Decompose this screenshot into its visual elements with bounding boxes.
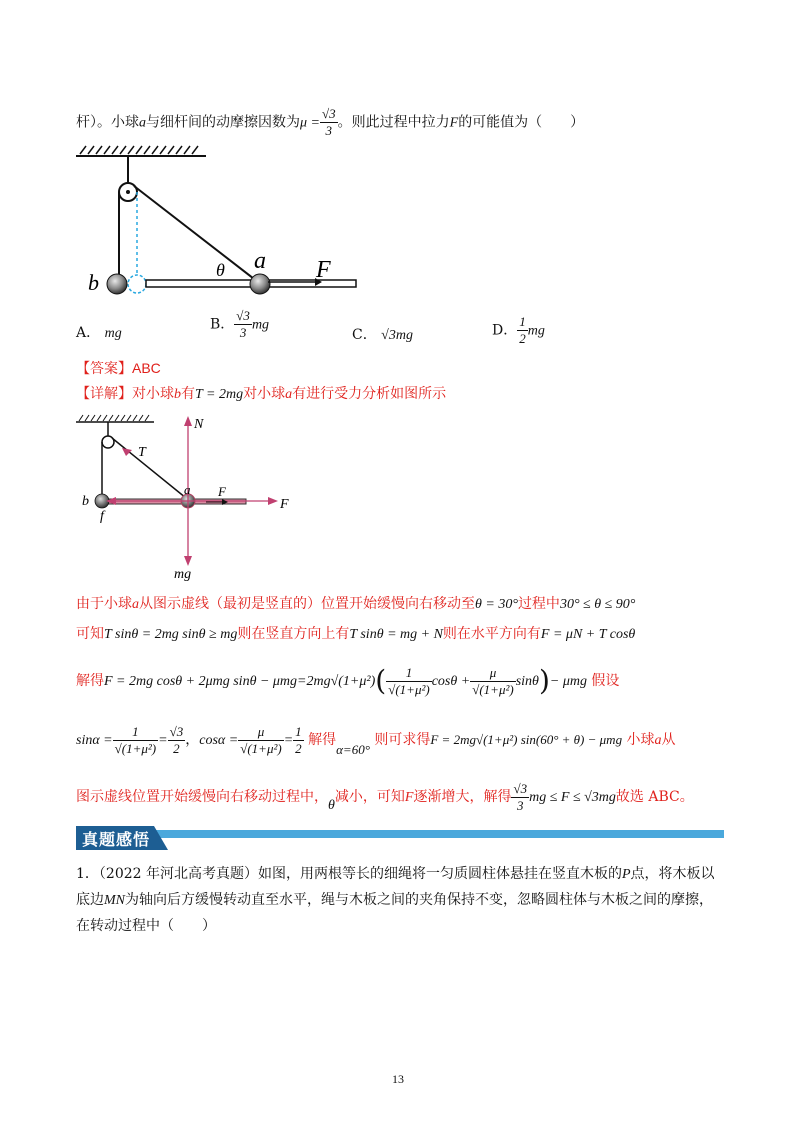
option-B[interactable]: B． $\frac{√3}{3}$ mg	[210, 308, 270, 340]
figure-pulley-rod	[70, 140, 370, 305]
label-a: a	[254, 248, 266, 274]
final-line: 图示虚线位置开始缓慢向右移动过程中，θ减小，可知F逐渐增大，解得 $\frac{√3}{3}$ mg ≤ F ≤ √3mg故选 ABC。	[76, 780, 694, 813]
label-F: F	[316, 257, 331, 283]
figure-force-diagram	[74, 412, 304, 584]
q1-line3: 在转动过程中（ ）	[76, 918, 216, 934]
solve-line: 解得F = 2mg cosθ + 2μmg sinθ − μmg=2mg√(1+μ²)( $\frac{1}{\text{√(1+μ²)}}$ cosθ + $\frac{\mu}{\text{√(1+μ²)}}$ sinθ)− μmg 假设	[76, 664, 620, 697]
label-theta: θ	[216, 260, 225, 280]
section-header	[76, 826, 724, 850]
answer-line: 【答案】ABC	[76, 360, 161, 377]
question-text: 杆）。小球a与细杆间的动摩擦因数为μ = $\frac{√3}{3}$ 。则此过程中拉力F的可能值为（ ）	[76, 106, 585, 138]
alpha-line: sinα = $\frac{1}{\text{√(1+μ²)}}$ = $\frac{√3}{2}$ ，cosα = $\frac{\mu}{\text{√(1+μ²)}}$ = $\frac{1}{2}$ 解得α=60° 则可求得F = 2mg√(1+μ²) sin(60° + θ) − μmg 小球a从	[76, 723, 676, 757]
know-line: 可知T sinθ = 2mg sinθ ≥ mg则在竖直方向上有T sinθ = mg + N则在水平方向有F = μN + T cosθ	[76, 626, 636, 642]
label-F-small: F	[218, 484, 226, 499]
label-b: b	[88, 270, 99, 295]
option-C[interactable]: C． √3mg	[352, 327, 413, 343]
move-line: 由于小球a从图示虚线（最初是竖直的）位置开始缓慢向右移动至θ = 30°过程中30° ≤ θ ≤ 90°	[76, 596, 636, 612]
mu-fraction: $\frac{√3}{3}$	[321, 106, 336, 138]
section-bar-graphic	[76, 826, 724, 850]
option-A[interactable]: A． mg	[76, 325, 122, 341]
q1-line2: 底边MN为轴向后方缓慢转动直至水平，绳与木板之间的夹角保持不变，忽略圆柱体与木板之间的摩擦，	[76, 892, 713, 908]
label-T: T	[138, 445, 146, 460]
label-F2: F	[280, 497, 289, 512]
option-D[interactable]: D． $\frac{1}{2}$ mg	[492, 314, 545, 346]
detail-line: 【详解】对小球b有T = 2mg对小球a有进行受力分析如图所示	[76, 386, 447, 402]
label-N: N	[194, 417, 204, 432]
label-f: f	[100, 509, 104, 524]
label-mg: mg	[174, 567, 192, 582]
section-title: 真题感悟	[82, 830, 151, 849]
page-number: 13	[392, 1072, 404, 1086]
label-a2: a	[184, 482, 191, 497]
label-b2: b	[82, 494, 89, 509]
q1-line1: 1．（2022 年河北高考真题）如图，用两根等长的细绳将一匀质圆柱体悬挂在竖直木板的P点，将木板以	[76, 866, 715, 882]
